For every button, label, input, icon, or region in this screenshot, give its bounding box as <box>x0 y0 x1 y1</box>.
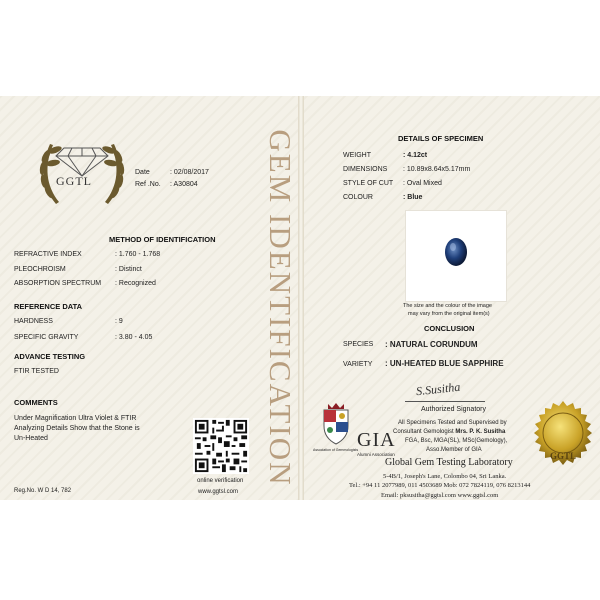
specific-gravity-label: SPECIFIC GRAVITY <box>14 334 79 341</box>
reg-number: Reg.No. W D 14, 782 <box>14 488 72 494</box>
supervision-line-3: FGA, Bsc, MGA(SL), MSc(Gemology), <box>405 438 508 444</box>
conclusion-heading: CONCLUSION <box>424 324 475 333</box>
signature-line <box>405 401 485 402</box>
dimensions-label: DIMENSIONS <box>343 166 388 173</box>
colour-label: COLOUR <box>343 194 373 201</box>
supervision-line-1: All Specimens Tested and Supervised by <box>398 420 507 426</box>
sapphire-image <box>444 237 468 267</box>
lab-phone: Tel.: +94 11 2077989, 011 4503689 Mob: 072 7824119, 076 8213144 <box>349 482 531 489</box>
gemmologists-crest-icon <box>318 402 354 446</box>
weight-value: : 4.12ct <box>403 152 428 159</box>
comments-line-3: Un-Heated <box>14 435 48 442</box>
refractive-index-value: : 1.760 - 1.768 <box>115 251 161 258</box>
supervision-line-4: Asso.Member of GIA <box>426 447 482 453</box>
seal-text: GGTL <box>550 451 577 461</box>
date-label: Date <box>135 169 150 176</box>
specific-gravity-value: : 3.80 - 4.05 <box>115 334 153 341</box>
pleochroism-value: : Distinct <box>115 266 142 273</box>
supervision-line-2: Consultant Gemologist Mrs. P. K. Susitha <box>393 429 506 435</box>
comments-line-2: Analyzing Details Show that the Stone is <box>14 425 140 432</box>
style-of-cut-label: STYLE OF CUT <box>343 180 394 187</box>
absorption-spectrum-label: ABSORPTION SPECTRUM <box>14 280 102 287</box>
reference-heading: REFERENCE DATA <box>14 302 83 311</box>
weight-label: WEIGHT <box>343 152 371 159</box>
authorized-signatory: Authorized Signatory <box>421 406 486 413</box>
gia-subtitle: Alumni Association <box>357 452 395 457</box>
verification-url[interactable]: www.ggtsl.com <box>198 489 239 495</box>
hardness-label: HARDNESS <box>14 318 53 325</box>
advance-heading: ADVANCE TESTING <box>14 352 86 361</box>
species-label: SPECIES <box>343 341 374 348</box>
spine-title: GEM IDENTIFICATION <box>263 129 298 487</box>
ref-value: : A30804 <box>170 181 198 188</box>
pleochroism-label: PLEOCHROISM <box>14 266 66 273</box>
absorption-spectrum-value: : Recognized <box>115 280 156 287</box>
style-of-cut-value: : Oval Mixed <box>403 180 442 187</box>
crest-caption: Association of Gemmologists <box>313 448 359 452</box>
ggtl-laurel-logo <box>34 126 130 216</box>
variety-value: : UN-HEATED BLUE SAPPHIRE <box>385 359 504 368</box>
variety-label: VARIETY <box>343 361 373 368</box>
ref-label: Ref .No. <box>135 181 161 188</box>
lab-address: 5-4B/1, Joseph's Lane, Colombo 04, Sri Lanka. <box>383 473 507 480</box>
hardness-value: : 9 <box>115 318 123 325</box>
dimensions-value: : 10.89x8.64x5.17mm <box>403 166 471 173</box>
advance-value: FTIR TESTED <box>14 368 59 375</box>
refractive-index-label: REFRACTIVE INDEX <box>14 251 82 258</box>
signature: S.Susitha <box>415 379 461 399</box>
details-heading: DETAILS OF SPECIMEN <box>398 134 484 143</box>
method-heading: METHOD OF IDENTIFICATION <box>109 235 216 244</box>
lab-email-web[interactable]: Email: pksusitha@ggtsl.com www.ggtsl.com <box>381 492 499 499</box>
comments-heading: COMMENTS <box>14 398 58 407</box>
species-value: : NATURAL CORUNDUM <box>385 340 478 349</box>
date-value: : 02/08/2017 <box>170 169 209 176</box>
online-verification-text: online verification <box>197 478 244 484</box>
spine-title-container <box>259 116 301 500</box>
lab-name: Global Gem Testing Laboratory <box>385 457 513 468</box>
image-note-line-1: The size and the colour of the image <box>403 303 492 309</box>
comments-line-1: Under Magnification Ultra Violet & FTIR <box>14 415 137 422</box>
logo-text: GGTL <box>56 174 92 188</box>
qr-code-icon[interactable] <box>193 418 249 474</box>
gia-logo: GIA <box>357 429 396 451</box>
image-note-line-2: may vary from the original item(s) <box>408 311 490 317</box>
colour-value: : Blue <box>403 194 423 201</box>
